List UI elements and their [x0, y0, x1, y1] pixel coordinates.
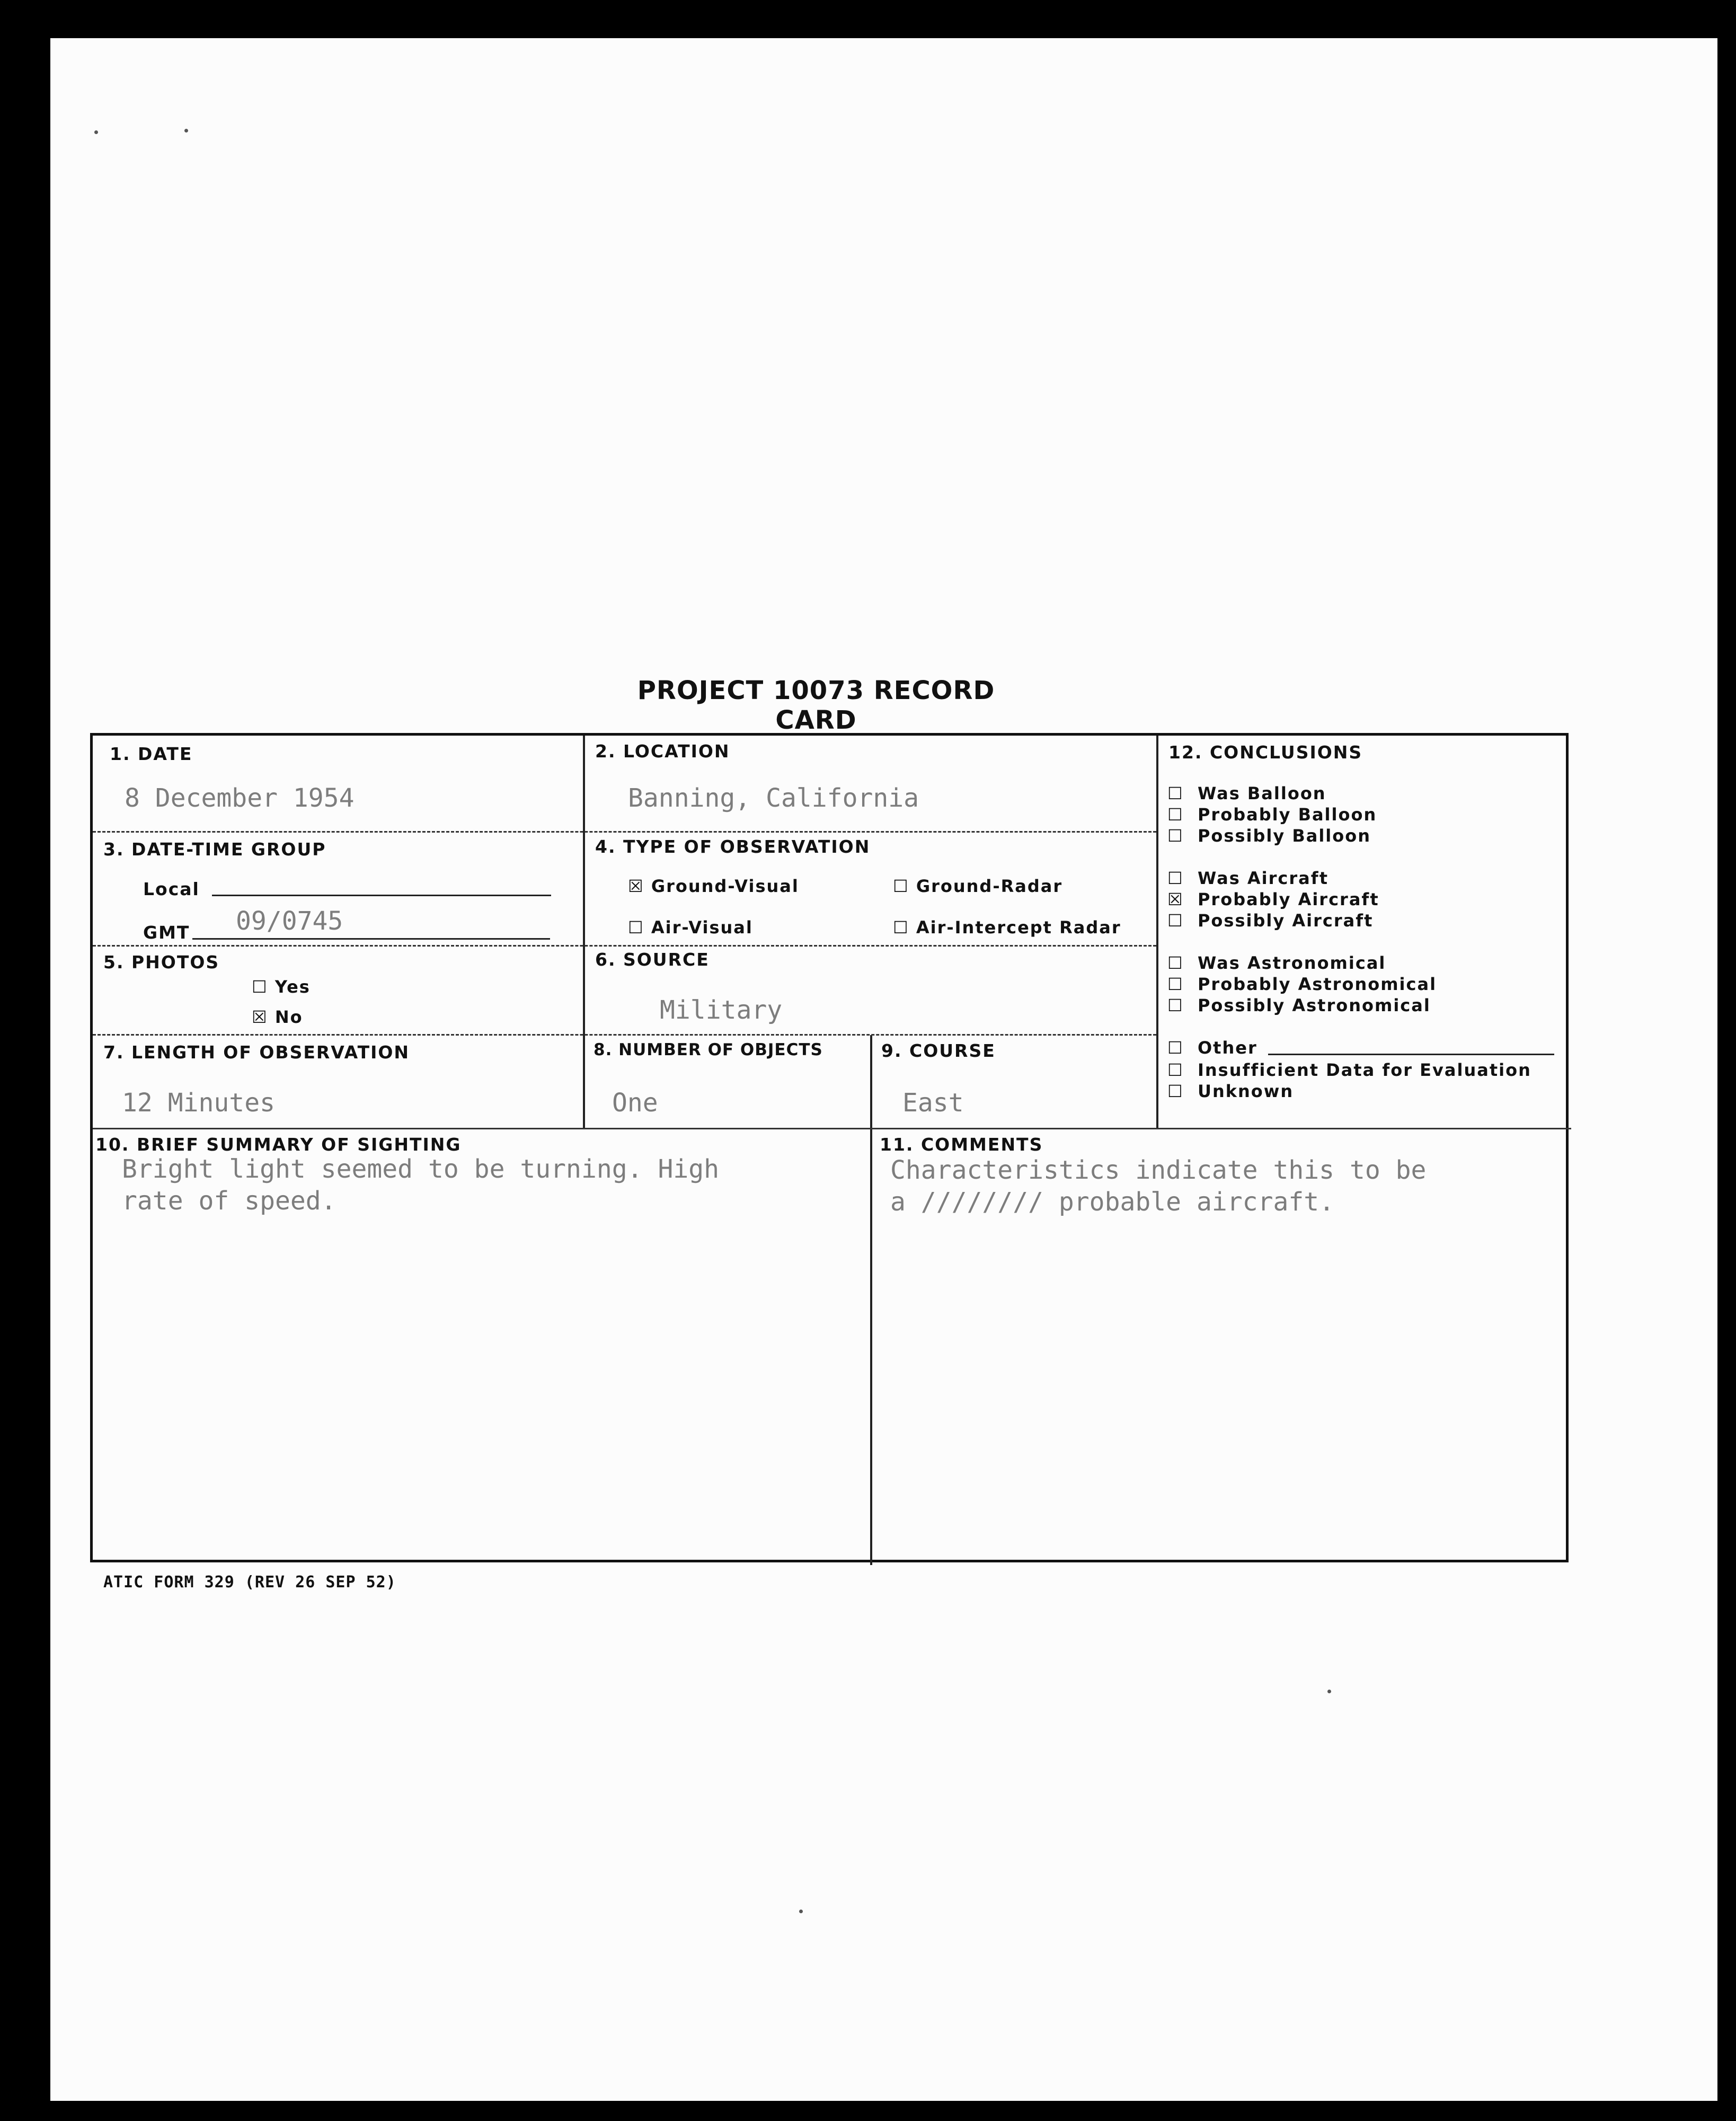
rule-col-3: [1156, 736, 1158, 1128]
conclusion-was-aircraft: ☐ Was Aircraft: [1167, 868, 1328, 888]
checkbox-icon: ☐: [893, 876, 909, 896]
dtg-label: 3. DATE-TIME GROUP: [103, 839, 326, 860]
form-identifier: ATIC FORM 329 (REV 26 SEP 52): [103, 1573, 396, 1592]
conclusion-unknown: ☐ Unknown: [1167, 1081, 1294, 1101]
location-label: 2. LOCATION: [595, 741, 730, 762]
checkbox-icon: ☐: [628, 917, 644, 938]
card-title: PROJECT 10073 RECORD CARD: [637, 676, 995, 735]
conclusion-possibly-balloon: ☐ Possibly Balloon: [1167, 826, 1371, 846]
comments-line-1: Characteristics indicate this to be: [890, 1155, 1427, 1185]
date-value: 8 December 1954: [125, 783, 355, 813]
summary-label: 10. BRIEF SUMMARY OF SIGHTING: [95, 1134, 462, 1155]
obs-option-ground-visual: ☒ Ground-Visual: [628, 876, 799, 896]
conclusion-was-astronomical: ☐ Was Astronomical: [1167, 953, 1386, 973]
scan-border-top: [0, 0, 1736, 38]
dtg-gmt-value: 09/0745: [236, 906, 343, 936]
checkbox-icon: ☐: [1167, 995, 1184, 1015]
rule-col-1: [583, 736, 585, 1128]
summary-line-1: Bright light seemed to be turning. High: [122, 1154, 720, 1184]
checkbox-icon: ☐: [1167, 1060, 1184, 1080]
conclusion-possibly-aircraft: ☐ Possibly Aircraft: [1167, 911, 1374, 931]
conclusion-other: ☐ Other: [1167, 1038, 1257, 1058]
obs-option-air-intercept-radar: ☐ Air-Intercept Radar: [893, 917, 1121, 938]
rule-row-4: [93, 1128, 1571, 1129]
dtg-gmt-line: [192, 938, 550, 940]
obs-option-air-visual: ☐ Air-Visual: [628, 917, 753, 938]
photos-option-yes: ☐ Yes: [252, 977, 311, 997]
length-value: 12 Minutes: [122, 1088, 275, 1118]
photos-label: 5. PHOTOS: [103, 952, 220, 973]
checkbox-icon: ☐: [893, 917, 909, 938]
scan-speck: [799, 1910, 803, 1913]
checkbox-icon: ☐: [1167, 805, 1184, 825]
objects-value: One: [612, 1088, 658, 1118]
checkbox-icon: ☐: [1167, 953, 1184, 973]
record-card: [90, 733, 1569, 1562]
source-label: 6. SOURCE: [595, 949, 710, 970]
checkbox-checked-icon: ☒: [1167, 889, 1184, 909]
comments-label: 11. COMMENTS: [880, 1134, 1043, 1155]
checkbox-checked-icon: ☒: [252, 1007, 268, 1027]
source-value: Military: [660, 995, 783, 1025]
obs-option-ground-radar: ☐ Ground-Radar: [893, 876, 1063, 896]
date-label: 1. DATE: [110, 744, 193, 764]
observation-type-label: 4. TYPE OF OBSERVATION: [595, 836, 871, 857]
checkbox-icon: ☐: [1167, 1081, 1184, 1101]
checkbox-icon: ☐: [1167, 868, 1184, 888]
checkbox-icon: ☐: [1167, 826, 1184, 846]
checkbox-icon: ☐: [1167, 783, 1184, 803]
objects-label: 8. NUMBER OF OBJECTS: [594, 1040, 823, 1059]
checkbox-icon: ☐: [1167, 974, 1184, 994]
dtg-local-line: [212, 895, 551, 896]
rule-row-1: [93, 831, 1156, 833]
dtg-local-label: Local: [143, 879, 200, 899]
photos-option-no: ☒ No: [252, 1007, 303, 1027]
checkbox-icon: ☐: [252, 977, 268, 997]
length-label: 7. LENGTH OF OBSERVATION: [103, 1042, 410, 1063]
summary-line-2: rate of speed.: [122, 1186, 336, 1216]
conclusion-probably-balloon: ☐ Probably Balloon: [1167, 805, 1377, 825]
conclusion-was-balloon: ☐ Was Balloon: [1167, 783, 1326, 803]
scan-speck: [1327, 1690, 1331, 1693]
scan-border-bottom: [0, 2101, 1736, 2121]
scan-border-left: [0, 0, 50, 2121]
course-label: 9. COURSE: [881, 1040, 996, 1061]
location-value: Banning, California: [628, 783, 919, 813]
rule-col-2: [870, 1035, 872, 1565]
checkbox-icon: ☐: [1167, 1038, 1184, 1058]
rule-row-2: [93, 945, 1156, 947]
conclusion-possibly-astronomical: ☐ Possibly Astronomical: [1167, 995, 1431, 1015]
checkbox-icon: ☐: [1167, 911, 1184, 931]
comments-line-2: a //////// probable aircraft.: [890, 1187, 1335, 1217]
dtg-gmt-label: GMT: [143, 922, 190, 943]
rule-row-3: [93, 1034, 1156, 1036]
scan-speck: [94, 130, 98, 134]
scan-speck: [184, 129, 188, 132]
scan-border-right: [1717, 0, 1736, 2121]
conclusion-probably-aircraft: ☒ Probably Aircraft: [1167, 889, 1379, 909]
conclusion-probably-astronomical: ☐ Probably Astronomical: [1167, 974, 1437, 994]
conclusion-other-line: [1268, 1054, 1554, 1055]
conclusions-label: 12. CONCLUSIONS: [1168, 742, 1363, 763]
conclusion-insufficient-data: ☐ Insufficient Data for Evaluation: [1167, 1060, 1531, 1080]
checkbox-checked-icon: ☒: [628, 876, 644, 896]
course-value: East: [902, 1088, 964, 1118]
